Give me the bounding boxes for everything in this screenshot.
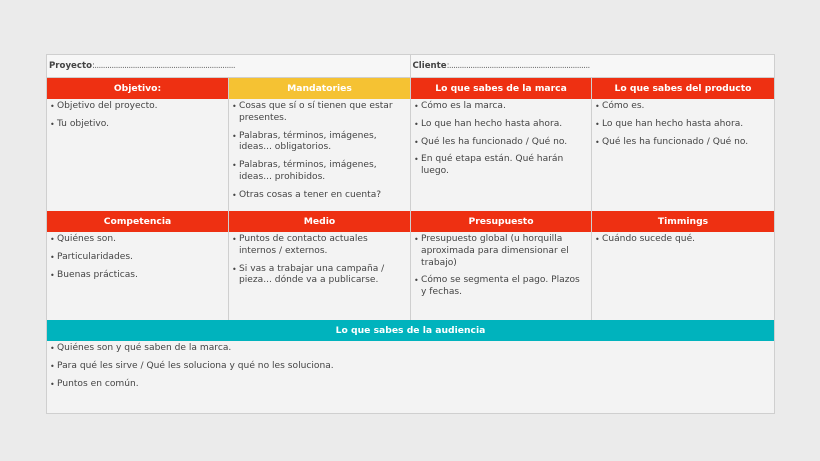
medio-cell [229, 232, 411, 320]
competencia-list [49, 234, 224, 281]
client-blank: :.................................................................. [446, 61, 590, 71]
presupuesto-cell [411, 232, 592, 320]
list-item: • Buenas prácticas. [49, 270, 224, 282]
mandatories-list [231, 101, 406, 202]
client-label: Cliente [412, 61, 447, 71]
list-item: • Tu objetivo. [49, 119, 224, 131]
list-item: • Quiénes son. [49, 234, 224, 246]
project-blank: :.................................................................. [91, 61, 235, 71]
list-item: • Cómo es la marca. [413, 101, 587, 113]
section3-body-row [47, 341, 774, 414]
list-item: • Lo que han hecho hasta ahora. [413, 119, 587, 131]
producto-cell [592, 99, 774, 211]
list-item: • Otras cosas a tener en cuenta? [231, 190, 406, 202]
list-item: • Palabras, términos, imágenes, ideas... obligatorios. [231, 131, 406, 155]
section1-body-row [47, 99, 774, 211]
section3-header-row [47, 320, 774, 341]
list-item: • Si vas a trabajar una campaña / pieza... dónde va a publicarse. [231, 264, 406, 288]
list-item: • Para qué les sirve / Qué les soluciona y qué no les soluciona. [49, 361, 770, 373]
timmings-cell [592, 232, 774, 320]
list-item: • Cómo se segmenta el pago. Plazos y fechas. [413, 275, 587, 299]
header-marca: Lo que sabes de la marca [411, 78, 592, 99]
objetivo-cell [47, 99, 229, 211]
list-item: • Particularidades. [49, 252, 224, 264]
header-timmings: Timmings [592, 211, 774, 232]
section2-body-row [47, 232, 774, 320]
audiencia-list [49, 343, 770, 390]
list-item: • Puntos de contacto actuales internos / externos. [231, 234, 406, 258]
list-item: • Cosas que sí o sí tienen que estar presentes. [231, 101, 406, 125]
objetivo-list [49, 101, 224, 131]
header-competencia: Competencia [47, 211, 229, 232]
list-item: • Lo que han hecho hasta ahora. [594, 119, 770, 131]
section1-header-row [47, 78, 774, 99]
list-item: • Qué les ha funcionado / Qué no. [413, 137, 587, 149]
client-field [411, 55, 775, 77]
producto-list [594, 101, 770, 148]
header-producto: Lo que sabes del producto [592, 78, 774, 99]
project-label: Proyecto [49, 61, 92, 71]
mandatories-cell [229, 99, 411, 211]
list-item: • Objetivo del proyecto. [49, 101, 224, 113]
section2-header-row [47, 211, 774, 232]
medio-list [231, 234, 406, 287]
marca-cell [411, 99, 592, 211]
list-item: • En qué etapa están. Qué harán luego. [413, 154, 587, 178]
project-field [47, 55, 411, 77]
header-objetivo: Objetivo: [47, 78, 229, 99]
list-item: • Quiénes son y qué saben de la marca. [49, 343, 770, 355]
list-item: • Cuándo sucede qué. [594, 234, 770, 246]
marca-list [413, 101, 587, 178]
header-medio: Medio [229, 211, 411, 232]
list-item: • Presupuesto global (u horquilla aproximada para dimensionar el trabajo) [413, 234, 587, 269]
list-item: • Puntos en común. [49, 379, 770, 391]
list-item: • Qué les ha funcionado / Qué no. [594, 137, 770, 149]
list-item: • Palabras, términos, imágenes, ideas... prohibidos. [231, 160, 406, 184]
header-audiencia: Lo que sabes de la audiencia [47, 320, 774, 341]
creative-brief-table [46, 54, 775, 414]
timmings-list [594, 234, 770, 246]
header-presupuesto: Presupuesto [411, 211, 592, 232]
list-item: • Cómo es. [594, 101, 770, 113]
competencia-cell [47, 232, 229, 320]
audiencia-cell [47, 341, 774, 413]
project-info-row [47, 54, 774, 78]
header-mandatories: Mandatories [229, 78, 411, 99]
presupuesto-list [413, 234, 587, 299]
